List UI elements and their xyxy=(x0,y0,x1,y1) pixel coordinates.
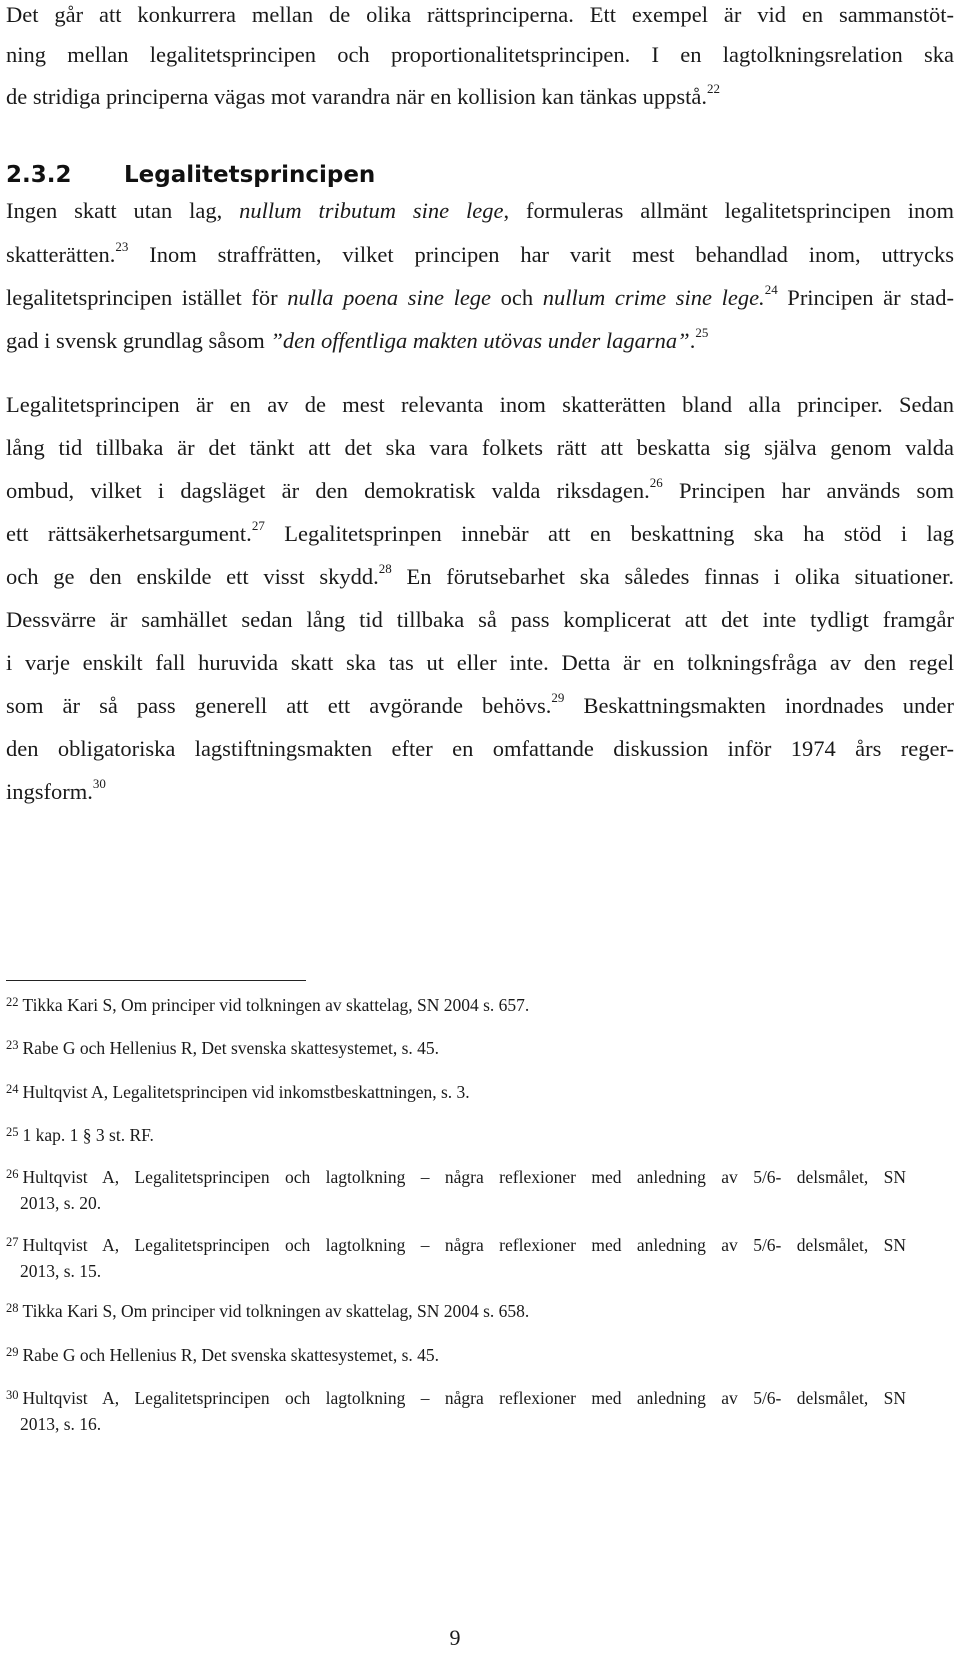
footnote-number: 26 xyxy=(6,1167,19,1181)
footnote xyxy=(6,1343,906,1369)
page-number: 9 xyxy=(449,1625,461,1650)
footnote-ref[interactable]: 28 xyxy=(378,560,392,576)
footnote-text-continued: 2013, s. 20. xyxy=(20,1193,102,1213)
body-line: som är så pass generell att ett avgörande behövs.$^{29}$ Beskattningsmakten inordnades under xyxy=(6,689,954,718)
footnote xyxy=(6,993,906,1019)
footnote-text: Hultqvist A, Legalitetsprincipen och lagtolkning – några reflexioner med anledning av 5/6- delsmålet, SN xyxy=(22,1235,906,1255)
body-line: den obligatoriska lagstiftningsmakten efter en omfattande diskussion inför 1974 års reger- xyxy=(6,736,954,761)
footnote-separator xyxy=(6,980,306,981)
footnote-text: Tikka Kari S, Om principer vid tolkningen av skattelag, SN 2004 s. 658. xyxy=(22,1301,530,1321)
footnote-number: 27 xyxy=(6,1235,19,1249)
footnote-ref[interactable]: 25 xyxy=(695,324,709,340)
body-line: lång tid tillbaka är det tänkt att det ska vara folkets rätt att beskatta sig själva genom valda xyxy=(6,435,954,460)
footnote-number: 25 xyxy=(6,1125,19,1139)
section-heading xyxy=(6,160,375,190)
footnote-text-continued: 2013, s. 15. xyxy=(20,1261,102,1281)
footnote-text: Hultqvist A, Legalitetsprincipen vid inkomstbeskattningen, s. 3. xyxy=(22,1082,470,1102)
body-line: gad i svensk grundlag såsom ”den offentliga makten utövas under lagarna”.$^{25}$ xyxy=(6,324,709,353)
footnote-number: 24 xyxy=(6,1082,19,1096)
footnote xyxy=(6,1036,906,1062)
body-line: ett rättsäkerhetsargument.$^{27}$ Legalitetsprinpen innebär att en beskattning ska ha stöd i lag xyxy=(6,517,954,546)
body-line: ingsform.$^{30}$ xyxy=(6,775,106,804)
footnote-text: Rabe G och Hellenius R, Det svenska skattesystemet, s. 45. xyxy=(22,1038,440,1058)
footnote-number: 30 xyxy=(6,1388,19,1402)
body-line: i varje enskilt fall huruvida skatt ska tas ut eller inte. Detta är en tolkningsfråga av den regel xyxy=(6,650,954,675)
footnote-text: Tikka Kari S, Om principer vid tolkningen av skattelag, SN 2004 s. 657. xyxy=(22,995,530,1015)
footnote-text: 1 kap. 1 § 3 st. RF. xyxy=(22,1125,154,1145)
footnote-number: 23 xyxy=(6,1038,19,1052)
footnote-text: Rabe G och Hellenius R, Det svenska skattesystemet, s. 45. xyxy=(22,1345,440,1365)
body-line: ombud, vilket i dagsläget är den demokratisk valda riksdagen.$^{26}$ Principen har används som xyxy=(6,474,954,503)
footnote-ref[interactable]: 29 xyxy=(551,689,565,705)
section-title: Legalitetsprincipen xyxy=(124,162,376,188)
footnote xyxy=(6,1123,906,1149)
footnote xyxy=(6,1299,906,1325)
footnote-text: Hultqvist A, Legalitetsprincipen och lagtolkning – några reflexioner med anledning av 5/6- delsmålet, SN xyxy=(22,1388,906,1408)
footnote-ref[interactable]: 22 xyxy=(707,80,721,96)
footnote-text-continued: 2013, s. 16. xyxy=(20,1414,102,1434)
footnote xyxy=(6,1080,906,1106)
section-number: 2.3.2 xyxy=(6,162,72,188)
footnote-number: 22 xyxy=(6,995,19,1009)
body-line: skatterätten.$^{23}$ Inom straffrätten, vilket principen har varit mest behandlad inom, uttrycks xyxy=(6,238,954,267)
body-line: ning mellan legalitetsprincipen och proportionalitetsprincipen. I en lagtolkningsrelation ska xyxy=(6,42,954,67)
body-line: och ge den enskilde ett visst skydd.$^{28}$ En förutsebarhet ska således finnas i olika situationer. xyxy=(6,560,954,589)
footnote-text: Hultqvist A, Legalitetsprincipen och lagtolkning – några reflexioner med anledning av 5/6- delsmålet, SN xyxy=(22,1167,906,1187)
footnote-ref[interactable]: 24 xyxy=(764,281,778,297)
body-line: legalitetsprincipen istället för nulla poena sine lege och nullum crime sine lege.$^{24}$ Principen är stad- xyxy=(6,281,954,310)
footnote-ref[interactable]: 27 xyxy=(251,517,265,533)
body-line: Det går att konkurrera mellan de olika rättsprinciperna. Ett exempel är vid en sammanstöt- xyxy=(6,2,954,27)
body-line: Ingen skatt utan lag, nullum tributum sine lege, formuleras allmänt legalitetsprincipen inom xyxy=(6,198,954,223)
footnote-ref[interactable]: 23 xyxy=(115,238,129,254)
footnote xyxy=(6,1386,906,1436)
body-line: de stridiga principerna vägas mot varandra när en kollision kan tänkas uppstå.$^{22}$ xyxy=(6,80,721,109)
footnote-number: 29 xyxy=(6,1345,19,1359)
footnote xyxy=(6,1233,906,1283)
footnote-number: 28 xyxy=(6,1301,19,1315)
body-line: Legalitetsprincipen är en av de mest relevanta inom skatterätten bland alla principer. Sedan xyxy=(6,392,954,417)
footnote-ref[interactable]: 26 xyxy=(649,474,663,490)
footnote xyxy=(6,1165,906,1215)
footnote-ref[interactable]: 30 xyxy=(92,775,106,791)
body-line: Dessvärre är samhället sedan lång tid tillbaka så pass komplicerat att det inte tydligt framgår xyxy=(6,607,954,632)
